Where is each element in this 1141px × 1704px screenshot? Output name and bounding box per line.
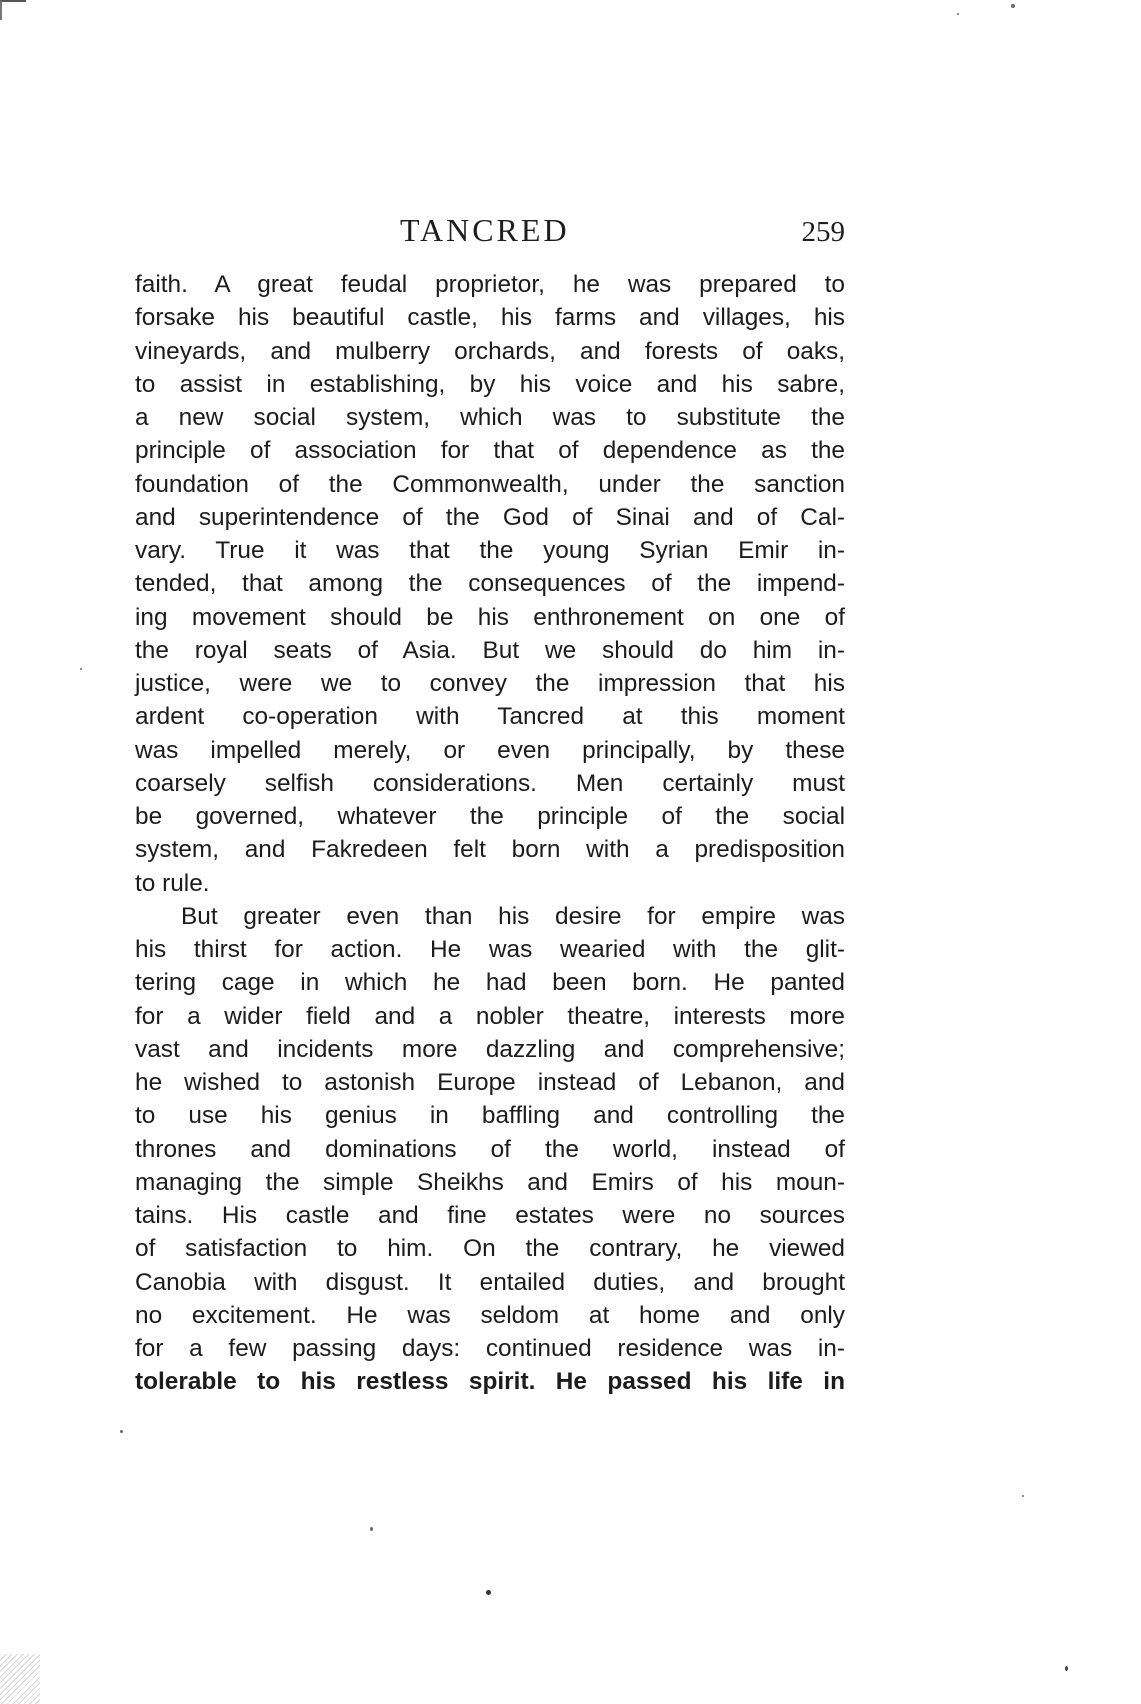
scan-speck xyxy=(1065,1666,1068,1671)
text-line: he wished to astonish Europe instead of Lebanon, and xyxy=(135,1069,845,1096)
scan-speck xyxy=(1011,4,1015,8)
scan-corner-mark xyxy=(0,0,26,20)
text-line: a new social system, which was to substitute the xyxy=(135,404,845,431)
text-line: to use his genius in baffling and controlling the xyxy=(135,1102,845,1130)
scan-speck xyxy=(957,13,959,15)
scan-speck xyxy=(120,1430,123,1433)
text-line: principle of association for that of dependence as the xyxy=(135,437,845,465)
text-line: ing movement should be his enthronement on one of xyxy=(135,603,845,631)
text-line: tering cage in which he had been born. He panted xyxy=(135,969,845,997)
scan-speck xyxy=(370,1527,373,1531)
paragraph-start-line: But greater even than his desire for empire was xyxy=(181,902,845,930)
scan-speck xyxy=(80,668,82,670)
body-text xyxy=(135,268,845,1399)
text-line: justice, were we to convey the impression that his xyxy=(135,670,845,697)
scan-speck xyxy=(486,1590,491,1595)
text-line: to assist in establishing, by his voice and his sabre, xyxy=(135,370,845,398)
text-line: system, and Fakredeen felt born with a predisposition xyxy=(135,836,845,864)
text-line: tolerable to his restless spirit. He passed his life in xyxy=(135,1368,845,1396)
text-line: his thirst for action. He was wearied with the glit- xyxy=(135,936,845,963)
scan-speck xyxy=(1022,1495,1024,1497)
text-line: ardent co-operation with Tancred at this moment xyxy=(135,703,845,731)
page-number: 259 xyxy=(801,216,845,248)
text-line: tains. His castle and fine estates were no sources xyxy=(135,1202,845,1229)
text-line: of satisfaction to him. On the contrary, he viewed xyxy=(135,1235,845,1263)
text-line: and superintendence of the God of Sinai and of Cal- xyxy=(135,503,845,531)
text-line: vast and incidents more dazzling and comprehensive; xyxy=(135,1035,845,1063)
text-line: forsake his beautiful castle, his farms and villages, his xyxy=(135,304,845,332)
scan-corner-noise xyxy=(0,1654,40,1704)
text-line: faith. A great feudal proprietor, he was prepared to xyxy=(135,271,845,298)
text-line: coarsely selfish considerations. Men certainly must xyxy=(135,769,845,797)
text-line: no excitement. He was seldom at home and only xyxy=(135,1301,845,1329)
text-line: for a wider field and a nobler theatre, interests more xyxy=(135,1002,845,1030)
text-line: foundation of the Commonwealth, under the sanction xyxy=(135,470,845,498)
text-line: be governed, whatever the principle of the social xyxy=(135,803,845,830)
text-line: thrones and dominations of the world, instead of xyxy=(135,1135,845,1163)
text-line: was impelled merely, or even principally, by these xyxy=(135,736,845,764)
paragraph-end-line: to rule. xyxy=(135,869,210,897)
running-head xyxy=(135,212,845,252)
text-line: tended, that among the consequences of the impend- xyxy=(135,570,845,598)
text-line: vineyards, and mulberry orchards, and forests of oaks, xyxy=(135,337,845,365)
text-line: Canobia with disgust. It entailed duties, and brought xyxy=(135,1268,845,1296)
running-title: TANCRED xyxy=(400,212,570,248)
text-line: vary. True it was that the young Syrian Emir in- xyxy=(135,537,845,564)
text-line: the royal seats of Asia. But we should do him in- xyxy=(135,636,845,664)
text-line: for a few passing days: continued residence was in- xyxy=(135,1335,845,1362)
text-line: managing the simple Sheikhs and Emirs of his moun- xyxy=(135,1168,845,1196)
